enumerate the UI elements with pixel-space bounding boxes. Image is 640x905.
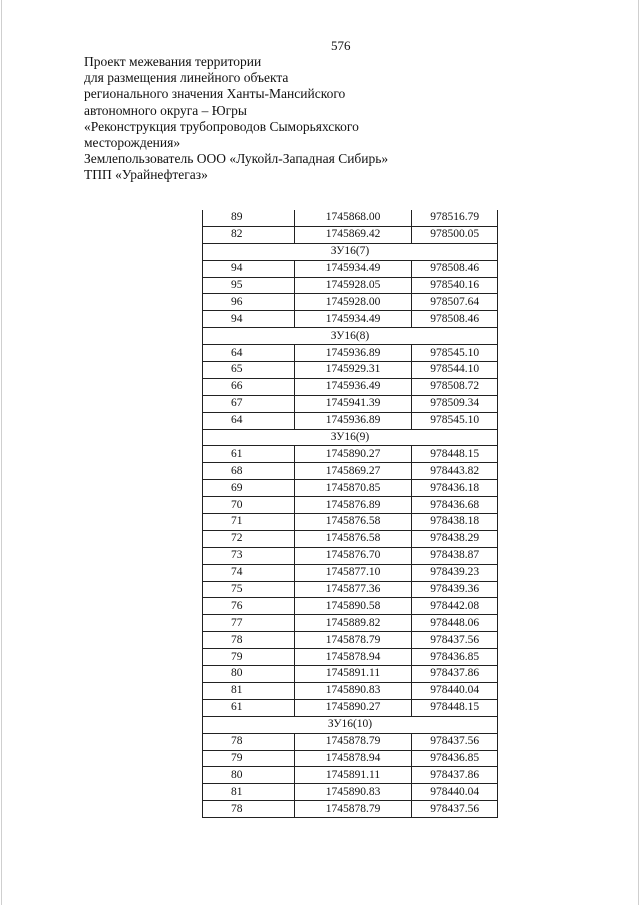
point-number-cell: 94 bbox=[203, 260, 295, 277]
table-row bbox=[203, 412, 498, 429]
point-number-cell: 89 bbox=[203, 210, 295, 226]
y-coordinate-cell: 978437.56 bbox=[412, 801, 498, 818]
point-number-cell: 61 bbox=[203, 699, 295, 716]
coordinates-table bbox=[202, 210, 498, 818]
x-coordinate-cell: 1745877.10 bbox=[294, 564, 412, 581]
table-row bbox=[203, 311, 498, 328]
x-coordinate-cell: 1745934.49 bbox=[294, 311, 412, 328]
x-coordinate-cell: 1745891.11 bbox=[294, 767, 412, 784]
y-coordinate-cell: 978436.68 bbox=[412, 497, 498, 514]
point-number-cell: 72 bbox=[203, 530, 295, 547]
x-coordinate-cell: 1745890.27 bbox=[294, 446, 412, 463]
table-row bbox=[203, 682, 498, 699]
x-coordinate-cell: 1745936.89 bbox=[294, 345, 412, 362]
table-row bbox=[203, 362, 498, 379]
table-row bbox=[203, 564, 498, 581]
point-number-cell: 77 bbox=[203, 615, 295, 632]
y-coordinate-cell: 978436.85 bbox=[412, 649, 498, 666]
x-coordinate-cell: 1745936.89 bbox=[294, 412, 412, 429]
y-coordinate-cell: 978508.46 bbox=[412, 311, 498, 328]
table-row bbox=[203, 784, 498, 801]
table-row bbox=[203, 666, 498, 683]
x-coordinate-cell: 1745878.79 bbox=[294, 801, 412, 818]
section-header-row bbox=[203, 328, 498, 345]
section-label: ЗУ16(10) bbox=[203, 716, 498, 733]
y-coordinate-cell: 978500.05 bbox=[412, 226, 498, 243]
y-coordinate-cell: 978436.18 bbox=[412, 480, 498, 497]
y-coordinate-cell: 978440.04 bbox=[412, 784, 498, 801]
header-line: ТПП «Урайнефтегаз» bbox=[84, 167, 208, 183]
page-edge-left bbox=[1, 0, 2, 905]
x-coordinate-cell: 1745869.42 bbox=[294, 226, 412, 243]
x-coordinate-cell: 1745929.31 bbox=[294, 362, 412, 379]
y-coordinate-cell: 978438.87 bbox=[412, 547, 498, 564]
point-number-cell: 81 bbox=[203, 682, 295, 699]
x-coordinate-cell: 1745876.58 bbox=[294, 514, 412, 531]
table-row bbox=[203, 733, 498, 750]
table-row bbox=[203, 345, 498, 362]
y-coordinate-cell: 978438.29 bbox=[412, 530, 498, 547]
point-number-cell: 69 bbox=[203, 480, 295, 497]
header-line: месторождения» bbox=[84, 135, 181, 151]
point-number-cell: 61 bbox=[203, 446, 295, 463]
table-row bbox=[203, 514, 498, 531]
y-coordinate-cell: 978442.08 bbox=[412, 598, 498, 615]
y-coordinate-cell: 978509.34 bbox=[412, 395, 498, 412]
x-coordinate-cell: 1745878.79 bbox=[294, 733, 412, 750]
y-coordinate-cell: 978436.85 bbox=[412, 750, 498, 767]
table-row bbox=[203, 480, 498, 497]
y-coordinate-cell: 978544.10 bbox=[412, 362, 498, 379]
y-coordinate-cell: 978448.15 bbox=[412, 699, 498, 716]
y-coordinate-cell: 978448.15 bbox=[412, 446, 498, 463]
table-row bbox=[203, 649, 498, 666]
table-row bbox=[203, 463, 498, 480]
section-header-row bbox=[203, 429, 498, 446]
point-number-cell: 70 bbox=[203, 497, 295, 514]
table-row bbox=[203, 395, 498, 412]
point-number-cell: 80 bbox=[203, 767, 295, 784]
point-number-cell: 94 bbox=[203, 311, 295, 328]
y-coordinate-cell: 978540.16 bbox=[412, 277, 498, 294]
x-coordinate-cell: 1745890.83 bbox=[294, 682, 412, 699]
y-coordinate-cell: 978508.72 bbox=[412, 378, 498, 395]
coordinates-table-body bbox=[203, 210, 498, 818]
point-number-cell: 71 bbox=[203, 514, 295, 531]
point-number-cell: 82 bbox=[203, 226, 295, 243]
table-row bbox=[203, 547, 498, 564]
y-coordinate-cell: 978545.10 bbox=[412, 412, 498, 429]
section-label: ЗУ16(7) bbox=[203, 243, 498, 260]
header-line: регионального значения Ханты-Мансийского bbox=[84, 86, 346, 102]
table-row bbox=[203, 750, 498, 767]
table-row bbox=[203, 632, 498, 649]
table-row bbox=[203, 581, 498, 598]
header-line: Землепользователь ООО «Лукойл-Западная Сибирь» bbox=[84, 151, 389, 167]
point-number-cell: 80 bbox=[203, 666, 295, 683]
header-line: автономного округа – Югры bbox=[84, 102, 247, 118]
y-coordinate-cell: 978516.79 bbox=[412, 210, 498, 226]
point-number-cell: 73 bbox=[203, 547, 295, 564]
point-number-cell: 64 bbox=[203, 412, 295, 429]
x-coordinate-cell: 1745934.49 bbox=[294, 260, 412, 277]
point-number-cell: 78 bbox=[203, 801, 295, 818]
table-row bbox=[203, 277, 498, 294]
point-number-cell: 96 bbox=[203, 294, 295, 311]
x-coordinate-cell: 1745876.58 bbox=[294, 530, 412, 547]
x-coordinate-cell: 1745870.85 bbox=[294, 480, 412, 497]
page-edge-right bbox=[638, 0, 639, 905]
point-number-cell: 76 bbox=[203, 598, 295, 615]
x-coordinate-cell: 1745868.00 bbox=[294, 210, 412, 226]
table-row bbox=[203, 497, 498, 514]
table-row bbox=[203, 226, 498, 243]
section-label: ЗУ16(9) bbox=[203, 429, 498, 446]
x-coordinate-cell: 1745878.94 bbox=[294, 649, 412, 666]
y-coordinate-cell: 978437.86 bbox=[412, 666, 498, 683]
point-number-cell: 64 bbox=[203, 345, 295, 362]
x-coordinate-cell: 1745890.27 bbox=[294, 699, 412, 716]
x-coordinate-cell: 1745936.49 bbox=[294, 378, 412, 395]
y-coordinate-cell: 978443.82 bbox=[412, 463, 498, 480]
point-number-cell: 79 bbox=[203, 649, 295, 666]
x-coordinate-cell: 1745889.82 bbox=[294, 615, 412, 632]
table-row bbox=[203, 446, 498, 463]
page-number: 576 bbox=[331, 38, 351, 53]
table-row bbox=[203, 378, 498, 395]
table-row bbox=[203, 767, 498, 784]
table-row bbox=[203, 598, 498, 615]
point-number-cell: 79 bbox=[203, 750, 295, 767]
x-coordinate-cell: 1745891.11 bbox=[294, 666, 412, 683]
point-number-cell: 74 bbox=[203, 564, 295, 581]
y-coordinate-cell: 978437.56 bbox=[412, 632, 498, 649]
section-label: ЗУ16(8) bbox=[203, 328, 498, 345]
x-coordinate-cell: 1745878.79 bbox=[294, 632, 412, 649]
document-header bbox=[84, 54, 388, 184]
table-row bbox=[203, 699, 498, 716]
x-coordinate-cell: 1745941.39 bbox=[294, 395, 412, 412]
x-coordinate-cell: 1745876.70 bbox=[294, 547, 412, 564]
x-coordinate-cell: 1745928.05 bbox=[294, 277, 412, 294]
x-coordinate-cell: 1745869.27 bbox=[294, 463, 412, 480]
y-coordinate-cell: 978437.86 bbox=[412, 767, 498, 784]
header-line: «Реконструкция трубопроводов Сыморьяхского bbox=[84, 118, 359, 134]
point-number-cell: 78 bbox=[203, 733, 295, 750]
section-header-row bbox=[203, 243, 498, 260]
y-coordinate-cell: 978439.36 bbox=[412, 581, 498, 598]
x-coordinate-cell: 1745928.00 bbox=[294, 294, 412, 311]
point-number-cell: 75 bbox=[203, 581, 295, 598]
header-line: Проект межевания территории bbox=[84, 54, 262, 69]
x-coordinate-cell: 1745890.83 bbox=[294, 784, 412, 801]
x-coordinate-cell: 1745890.58 bbox=[294, 598, 412, 615]
x-coordinate-cell: 1745878.94 bbox=[294, 750, 412, 767]
y-coordinate-cell: 978448.06 bbox=[412, 615, 498, 632]
point-number-cell: 67 bbox=[203, 395, 295, 412]
y-coordinate-cell: 978508.46 bbox=[412, 260, 498, 277]
y-coordinate-cell: 978440.04 bbox=[412, 682, 498, 699]
x-coordinate-cell: 1745876.89 bbox=[294, 497, 412, 514]
table-row bbox=[203, 260, 498, 277]
point-number-cell: 65 bbox=[203, 362, 295, 379]
y-coordinate-cell: 978438.18 bbox=[412, 514, 498, 531]
table-row bbox=[203, 801, 498, 818]
point-number-cell: 68 bbox=[203, 463, 295, 480]
y-coordinate-cell: 978507.64 bbox=[412, 294, 498, 311]
point-number-cell: 78 bbox=[203, 632, 295, 649]
y-coordinate-cell: 978439.23 bbox=[412, 564, 498, 581]
point-number-cell: 95 bbox=[203, 277, 295, 294]
x-coordinate-cell: 1745877.36 bbox=[294, 581, 412, 598]
table-row bbox=[203, 615, 498, 632]
section-header-row bbox=[203, 716, 498, 733]
y-coordinate-cell: 978545.10 bbox=[412, 345, 498, 362]
table-row bbox=[203, 210, 498, 226]
point-number-cell: 81 bbox=[203, 784, 295, 801]
y-coordinate-cell: 978437.56 bbox=[412, 733, 498, 750]
header-line: для размещения линейного объекта bbox=[84, 70, 289, 86]
table-row bbox=[203, 294, 498, 311]
table-row bbox=[203, 530, 498, 547]
point-number-cell: 66 bbox=[203, 378, 295, 395]
